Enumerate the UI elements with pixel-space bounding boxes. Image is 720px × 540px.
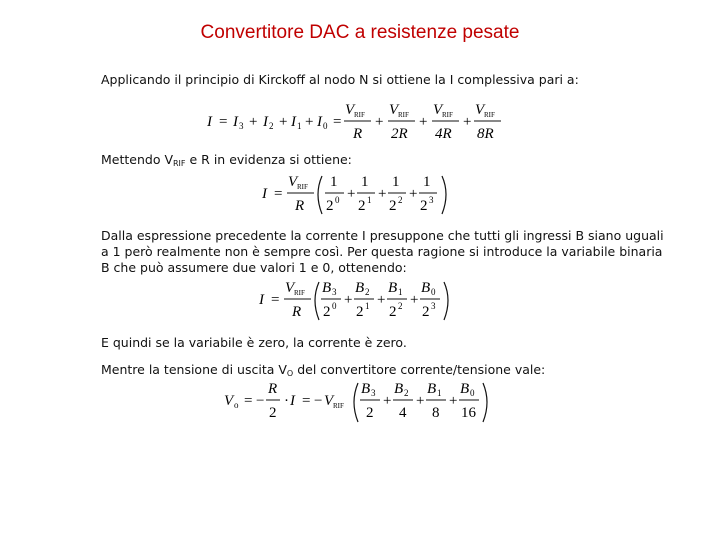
eq3-t0-sub: 0	[431, 287, 436, 297]
eq1-plus5: +	[419, 114, 428, 130]
eq2-t2-base: 2	[389, 198, 397, 214]
eq1-plus6: +	[463, 114, 472, 130]
eq1-plus1: +	[249, 114, 258, 130]
eq2-I: I	[262, 186, 267, 202]
eq1-f3-num: V	[433, 102, 443, 118]
eq3-t3-sub: 3	[332, 287, 337, 297]
eq3-t3-B: B	[322, 280, 332, 296]
p3-line1: Dalla espressione precedente la corrente I presuppone che tutti gli ingressi B siano uguali	[101, 228, 664, 243]
eq1-f1-num: V	[345, 102, 355, 118]
paragraph-zero-current: E quindi se la variabile è zero, la corrente è zero.	[101, 335, 407, 350]
p2-sub: RIF	[173, 159, 186, 168]
eq3-t0-base: 2	[422, 304, 430, 320]
equation-output-voltage	[222, 378, 492, 426]
equation-binary-current	[255, 276, 455, 324]
eq4-t2-den: 4	[399, 405, 407, 421]
eq4-eq2: =	[302, 393, 311, 409]
eq4-minus2: −	[314, 393, 323, 409]
eq4-t1-den: 8	[432, 405, 440, 421]
equation-factored-current	[258, 170, 453, 218]
eq1-plus4: +	[375, 114, 384, 130]
eq4-plus1: +	[383, 393, 392, 409]
eq3-V: V	[285, 280, 295, 296]
p2-suffix: e R in evidenza si ottiene:	[185, 152, 352, 167]
eq1-eq1: =	[219, 114, 228, 130]
eq1-s3: 3	[239, 121, 244, 131]
equation-total-current	[205, 99, 505, 143]
eq1-f1-rif: RIF	[354, 111, 365, 119]
eq1-s1: 1	[297, 121, 302, 131]
eq3-t0-B: B	[421, 280, 431, 296]
p5-sub: O	[286, 369, 294, 378]
eq4-t3-sub: 3	[371, 388, 376, 398]
eq1-plus3: +	[305, 114, 314, 130]
eq1-f1-den: R	[353, 126, 363, 142]
eq2-R: R	[295, 198, 305, 214]
eq4-eq1: =	[244, 393, 253, 409]
eq3-t3-base: 2	[323, 304, 331, 320]
eq4-two: 2	[269, 405, 277, 421]
eq2-t2-exp: 2	[398, 195, 403, 205]
eq1-I1: I	[291, 114, 296, 130]
eq2-rif: RIF	[297, 183, 308, 191]
p2-prefix: Mettendo V	[101, 152, 173, 167]
eq4-o: o	[234, 400, 239, 410]
eq2-t3-base: 2	[420, 198, 428, 214]
eq1-f3-den: 4R	[435, 126, 452, 142]
eq2-V: V	[288, 174, 298, 190]
eq4-t1-B: B	[427, 381, 437, 397]
eq3-plus2: +	[377, 292, 386, 308]
eq1-f2-rif: RIF	[398, 111, 409, 119]
eq4-Vrif: V	[324, 393, 334, 409]
eq4-t1-sub: 1	[437, 388, 442, 398]
eq1-f4-num: V	[475, 102, 485, 118]
eq3-t2-exp: 1	[365, 301, 370, 311]
p3-line3: B che può assumere due valori 1 e 0, ottenendo:	[101, 260, 407, 275]
eq3-t3-exp: 0	[332, 301, 337, 311]
eq4-t2-sub: 2	[404, 388, 409, 398]
paragraph-factor	[101, 152, 352, 168]
eq2-t1-exp: 1	[367, 195, 372, 205]
eq3-t2-sub: 2	[365, 287, 370, 297]
eq2-t2-num: 1	[392, 174, 400, 190]
eq4-V: V	[224, 393, 234, 409]
eq1-s0: 0	[323, 121, 328, 131]
eq2-t1-base: 2	[358, 198, 366, 214]
eq4-I: I	[290, 393, 295, 409]
eq3-I: I	[259, 292, 264, 308]
eq3-R: R	[292, 304, 302, 320]
eq4-plus3: +	[449, 393, 458, 409]
eq4-minus1: −	[256, 393, 265, 409]
eq2-t0-num: 1	[330, 174, 338, 190]
eq4-dot: ·	[284, 393, 289, 409]
eq1-eq2: =	[333, 114, 342, 130]
eq3-t2-B: B	[355, 280, 365, 296]
eq2-t3-exp: 3	[429, 195, 434, 205]
paragraph-kirchhoff: Applicando il principio di Kirckoff al nodo N si ottiene la I complessiva pari a:	[101, 72, 579, 87]
p5-prefix: Mentre la tensione di uscita V	[101, 362, 287, 377]
eq4-plus2: +	[416, 393, 425, 409]
eq4-rif: RIF	[333, 402, 344, 410]
eq3-eq: =	[271, 292, 280, 308]
eq2-t0-exp: 0	[335, 195, 340, 205]
p5-suffix: del convertitore corrente/tensione vale:	[293, 362, 546, 377]
eq2-plus3: +	[409, 186, 418, 202]
eq3-plus3: +	[410, 292, 419, 308]
eq2-t0-base: 2	[326, 198, 334, 214]
eq1-I: I	[207, 114, 212, 130]
eq3-t1-B: B	[388, 280, 398, 296]
eq1-f2-den: 2R	[391, 126, 408, 142]
eq3-t0-exp: 3	[431, 301, 436, 311]
paragraph-output-voltage	[101, 362, 545, 378]
eq1-f3-rif: RIF	[442, 111, 453, 119]
eq3-t1-base: 2	[389, 304, 397, 320]
eq1-f4-den: 8R	[477, 126, 494, 142]
eq2-plus2: +	[378, 186, 387, 202]
eq3-plus1: +	[344, 292, 353, 308]
eq1-I0: I	[317, 114, 322, 130]
eq4-t2-B: B	[394, 381, 404, 397]
eq1-I2: I	[263, 114, 268, 130]
eq2-plus1: +	[347, 186, 356, 202]
p3-line2: a 1 però realmente non è sempre così. Per questa ragione si introduce la variabile binaria	[101, 244, 663, 259]
eq1-f4-rif: RIF	[484, 111, 495, 119]
eq3-t1-sub: 1	[398, 287, 403, 297]
eq1-I3: I	[233, 114, 238, 130]
eq3-rif: RIF	[294, 289, 305, 297]
eq3-t2-base: 2	[356, 304, 364, 320]
eq4-t0-den: 16	[461, 405, 476, 421]
eq4-t3-den: 2	[366, 405, 374, 421]
eq2-eq: =	[274, 186, 283, 202]
eq4-t0-B: B	[460, 381, 470, 397]
eq3-t1-exp: 2	[398, 301, 403, 311]
eq4-R: R	[268, 381, 278, 397]
eq4-t0-sub: 0	[470, 388, 475, 398]
eq1-f2-num: V	[389, 102, 399, 118]
eq2-t1-num: 1	[361, 174, 369, 190]
eq1-plus2: +	[279, 114, 288, 130]
page-title: Convertitore DAC a resistenze pesate	[200, 22, 520, 43]
eq4-t3-B: B	[361, 381, 371, 397]
eq1-s2: 2	[269, 121, 274, 131]
paragraph-binary-variable	[101, 228, 664, 276]
eq2-t3-num: 1	[423, 174, 431, 190]
